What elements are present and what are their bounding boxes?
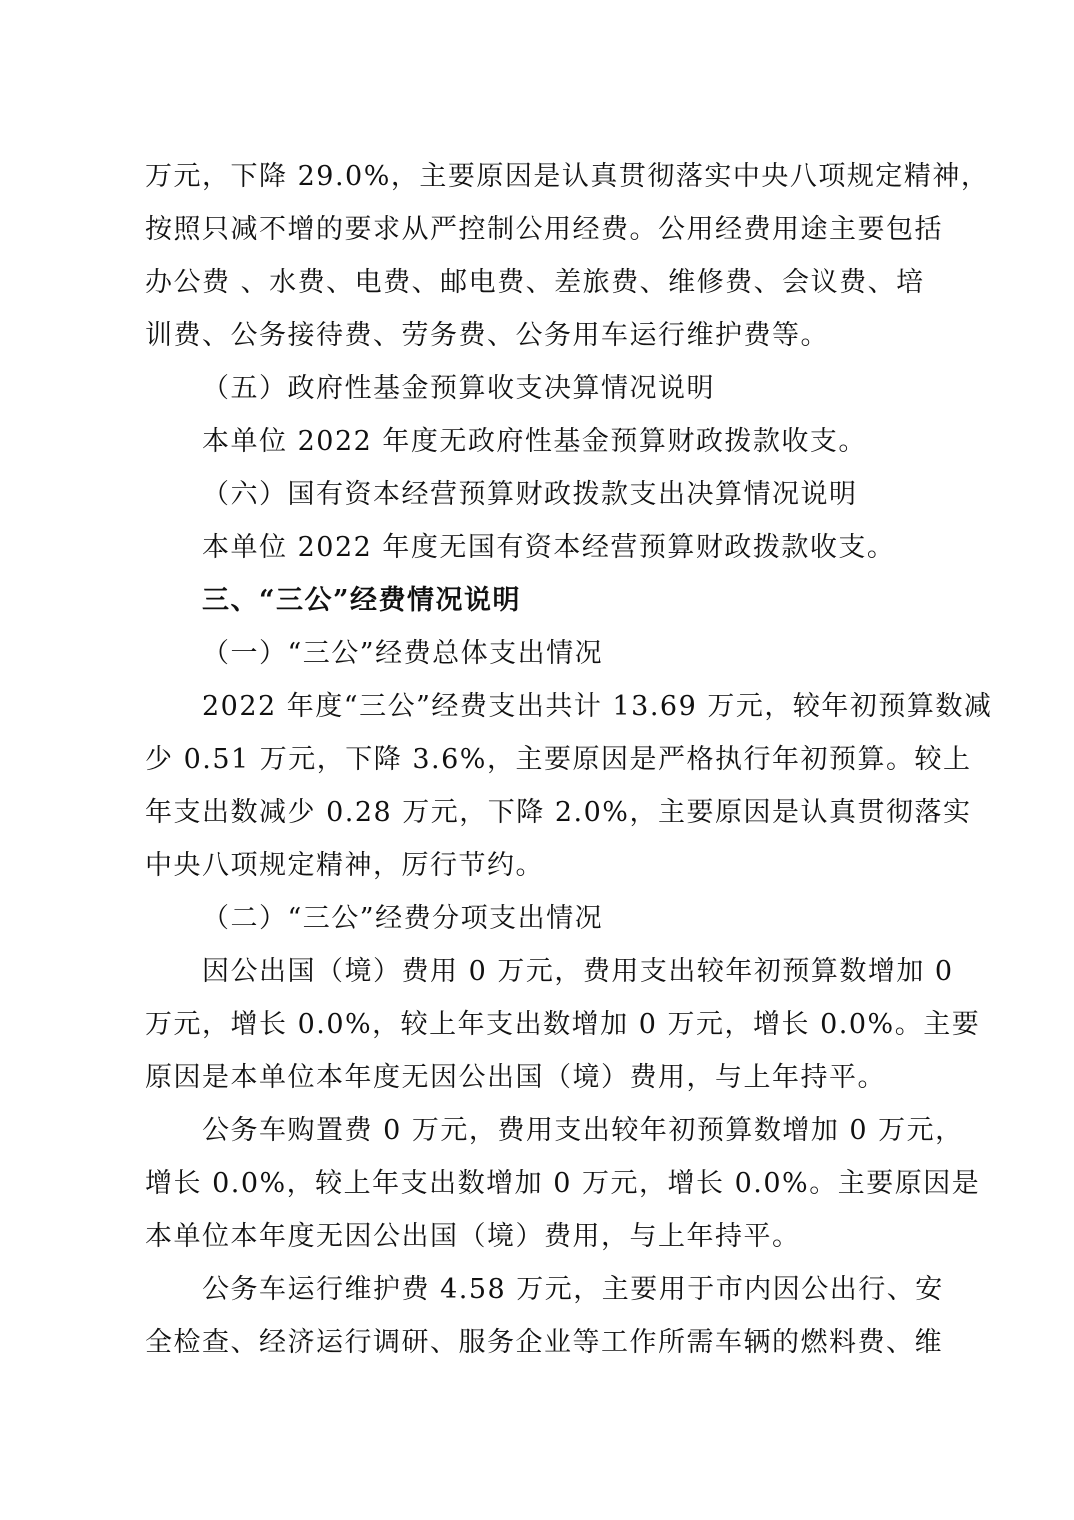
paragraph-line: 万元，增长 0.0%，较上年支出数增加 0 万元，增长 0.0%。主要 — [145, 1009, 981, 1040]
paragraph-line: 本单位 2022 年度无国有资本经营预算财政拨款收支。 — [202, 532, 896, 563]
section-heading-5: （五）政府性基金预算收支决算情况说明 — [202, 373, 715, 404]
paragraph-line: 年支出数减少 0.28 万元，下降 2.0%，主要原因是认真贯彻落实 — [145, 797, 972, 828]
paragraph-line: 本单位 2022 年度无政府性基金预算财政拨款收支。 — [202, 426, 867, 457]
paragraph-line: 因公出国（境）费用 0 万元，费用支出较年初预算数增加 0 — [202, 956, 954, 987]
chapter-heading-3: 三、“三公”经费情况说明 — [202, 585, 522, 616]
paragraph-line: 全检查、经济运行调研、服务企业等工作所需车辆的燃料费、维 — [145, 1327, 943, 1358]
subsection-heading-1: （一）“三公”经费总体支出情况 — [202, 638, 604, 669]
paragraph-line: 原因是本单位本年度无因公出国（境）费用，与上年持平。 — [145, 1062, 886, 1093]
paragraph-line: 万元，下降 29.0%，主要原因是认真贯彻落实中央八项规定精神， — [145, 161, 990, 192]
paragraph-line: 训费、公务接待费、劳务费、公务用车运行维护费等。 — [145, 320, 829, 351]
subsection-heading-2: （二）“三公”经费分项支出情况 — [202, 903, 604, 934]
paragraph-line: 公务车购置费 0 万元，费用支出较年初预算数增加 0 万元， — [202, 1115, 964, 1146]
paragraph-line: 公务车运行维护费 4.58 万元，主要用于市内因公出行、安 — [202, 1274, 944, 1305]
paragraph-line: 本单位本年度无因公出国（境）费用，与上年持平。 — [145, 1221, 801, 1252]
paragraph-line: 中央八项规定精神，厉行节约。 — [145, 850, 544, 881]
section-heading-6: （六）国有资本经营预算财政拨款支出决算情况说明 — [202, 479, 858, 510]
paragraph-line: 按照只减不增的要求从严控制公用经费。公用经费用途主要包括 — [145, 214, 943, 245]
paragraph-line: 增长 0.0%，较上年支出数增加 0 万元，增长 0.0%。主要原因是 — [145, 1168, 981, 1199]
paragraph-line: 2022 年度“三公”经费支出共计 13.69 万元，较年初预算数减 — [202, 691, 993, 722]
paragraph-line: 少 0.51 万元，下降 3.6%，主要原因是严格执行年初预算。较上 — [145, 744, 972, 775]
paragraph-line: 办公费 、水费、电费、邮电费、差旅费、维修费、会议费、培 — [145, 267, 925, 298]
